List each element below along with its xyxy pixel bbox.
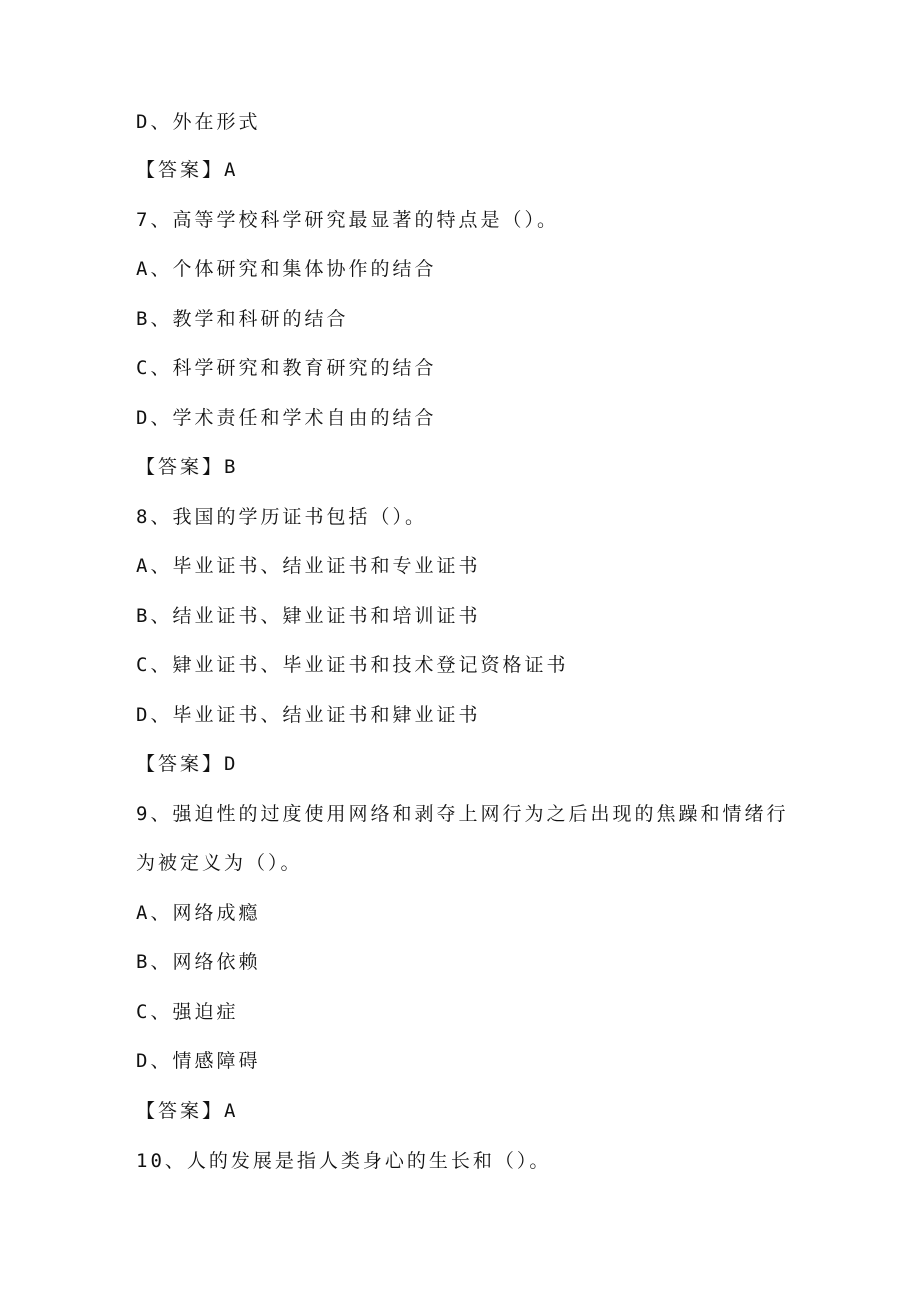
q7-option-b: B、教学和科研的结合 [136,308,349,330]
q7-option-a: A、个体研究和集体协作的结合 [136,258,437,280]
q9-option-a: A、网络成瘾 [136,902,261,924]
q6-option-d: D、外在形式 [136,111,261,133]
q9-question-line-1: 9、强迫性的过度使用网络和剥夺上网行为之后出现的焦躁和情绪行 [136,803,789,825]
q10-question: 10、人的发展是指人类身心的生长和（）。 [136,1150,552,1172]
q9-answer: 【答案】A [136,1100,239,1122]
q7-question: 7、高等学校科学研究最显著的特点是（）。 [136,209,559,231]
q8-option-b: B、结业证书、肄业证书和培训证书 [136,605,481,627]
q6-answer: 【答案】A [136,159,239,181]
q8-option-d: D、毕业证书、结业证书和肄业证书 [136,704,481,726]
q8-answer: 【答案】D [136,753,239,775]
q7-option-c: C、科学研究和教育研究的结合 [136,357,437,379]
q9-question-line-2: 为被定义为（）。 [136,852,303,874]
q8-option-c: C、肄业证书、毕业证书和技术登记资格证书 [136,654,569,676]
q9-option-d: D、情感障碍 [136,1050,261,1072]
q8-option-a: A、毕业证书、结业证书和专业证书 [136,555,481,577]
q9-option-b: B、网络依赖 [136,951,261,973]
q7-answer: 【答案】B [136,456,239,478]
q9-option-c: C、强迫症 [136,1001,239,1023]
q7-option-d: D、学术责任和学术自由的结合 [136,407,437,429]
q8-question: 8、我国的学历证书包括（）。 [136,506,427,528]
